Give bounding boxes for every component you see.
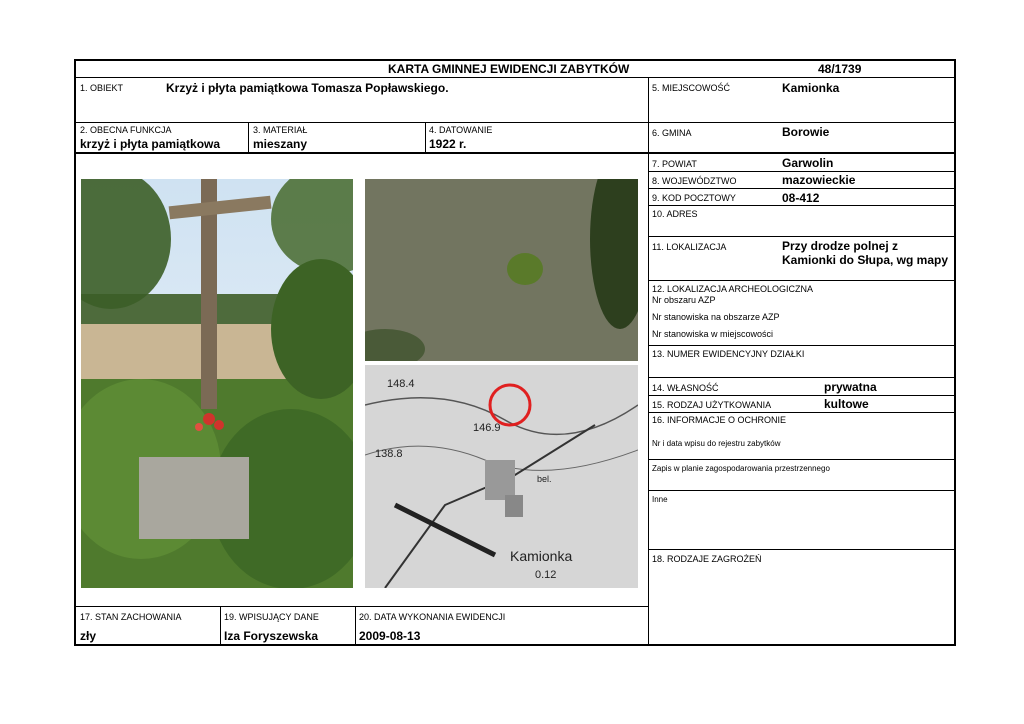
ownership-value: prywatna (824, 380, 877, 394)
f15-label: 15. RODZAJ UŻYTKOWANIA (652, 400, 772, 410)
localization-line1: Przy drodze polnej z (782, 239, 899, 253)
f18-label: 18. RODZAJE ZAGROŻEŃ (652, 554, 762, 564)
f10-label: 10. ADRES (652, 209, 698, 219)
cross-photo (81, 179, 353, 588)
f2-label: 2. OBECNA FUNKCJA (80, 125, 172, 135)
map-label: 146.9 (473, 422, 501, 434)
plaque-photo (365, 179, 638, 361)
f7-label: 7. POWIAT (652, 159, 697, 169)
f17-label: 17. STAN ZACHOWANIA (80, 612, 182, 622)
f4-label: 4. DATOWANIE (429, 125, 493, 135)
f20-label: 20. DATA WYKONANIA EWIDENCJI (359, 612, 506, 622)
f9-label: 9. KOD POCZTOWY (652, 193, 736, 203)
f12-label: 12. LOKALIZACJA ARCHEOLOGICZNA (652, 284, 814, 294)
record-date-value: 2009-08-13 (359, 629, 421, 643)
commune-value: Borowie (782, 125, 830, 139)
f13-label: 13. NUMER EWIDENCYJNY DZIAŁKI (652, 349, 805, 359)
voivodeship-value: mazowieckie (782, 173, 856, 187)
f6-label: 6. GMINA (652, 128, 692, 138)
zoning-plan-label: Zapis w planie zagospodarowania przestrzennego (652, 464, 830, 473)
register-entry-label: Nr i data wpisu do rejestru zabytków (652, 439, 781, 448)
map-label: 138.8 (375, 448, 403, 460)
material-value: mieszany (253, 137, 308, 151)
azp-site-label: Nr stanowiska na obszarze AZP (652, 312, 780, 322)
district-value: Garwolin (782, 156, 834, 170)
postal-code-value: 08-412 (782, 191, 820, 205)
map-label: 0.12 (535, 569, 557, 581)
function-value: krzyż i płyta pamiątkowa (80, 137, 221, 151)
locality-site-label: Nr stanowiska w miejscowości (652, 329, 774, 339)
author-value: Iza Foryszewska (224, 629, 319, 643)
f11-label: 11. LOKALIZACJA (652, 242, 727, 252)
f19-label: 19. WPISUJĄCY DANE (224, 612, 319, 622)
f8-label: 8. WOJEWÓDZTWO (652, 176, 737, 186)
localization-line2: Kamionki do Słupa, wg mapy (782, 253, 949, 267)
f16-label: 16. INFORMACJE O OCHRONIE (652, 415, 787, 425)
map-label: bel. (537, 474, 552, 484)
f1-label: 1. OBIEKT (80, 83, 124, 93)
record-card (74, 59, 956, 646)
locality-value: Kamionka (782, 81, 840, 95)
card-title: KARTA GMINNEJ EWIDENCJI ZABYTKÓW (388, 62, 630, 76)
f14-label: 14. WŁASNOŚĆ (652, 383, 719, 393)
other-protection-label: Inne (652, 495, 668, 504)
dating-value: 1922 r. (429, 137, 467, 151)
f3-label: 3. MATERIAŁ (253, 125, 308, 135)
object-name: Krzyż i płyta pamiątkowa Tomasza Popławskiego. (166, 81, 449, 95)
usage-value: kultowe (824, 397, 869, 411)
map-label: 148.4 (387, 378, 415, 390)
map-label: Kamionka (510, 548, 573, 564)
condition-value: zły (80, 629, 97, 643)
f5-label: 5. MIEJSCOWOŚĆ (652, 83, 731, 93)
topographic-map (365, 365, 638, 588)
azp-area-label: Nr obszaru AZP (652, 295, 716, 305)
card-number: 48/1739 (818, 62, 862, 76)
